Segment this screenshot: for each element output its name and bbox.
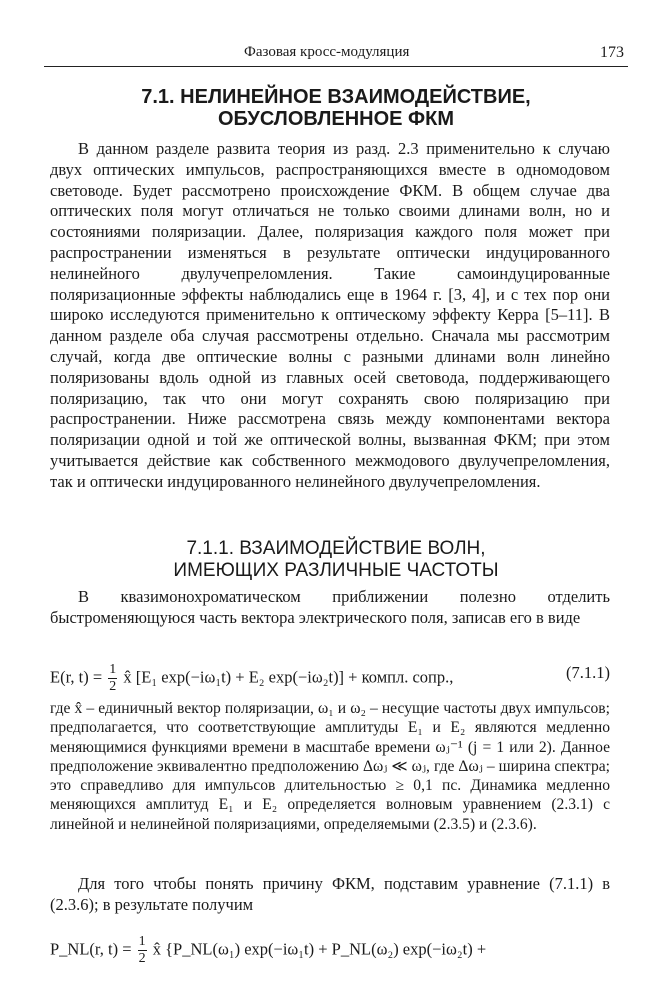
equation-pnl xyxy=(50,934,610,967)
equation-body: x̂ {P_NL(ω₁) exp(−iω₁t) + P_NL(ω₂) exp(−iω₂t) + xyxy=(152,939,487,959)
equation-lhs: E(r, t) = xyxy=(50,667,103,687)
page-number: 173 xyxy=(600,44,624,61)
running-head xyxy=(44,44,628,67)
subsection-title-line1: 7.1.1. ВЗАИМОДЕЙСТВИЕ ВОЛН, xyxy=(186,538,486,559)
subsection-paragraph-3: Для того чтобы понять причину ФКМ, подставим уравнение (7.1.1) в (2.3.6); в результате получим xyxy=(50,874,610,914)
equation-fraction: $\frac{1}{2}$ xyxy=(138,934,146,966)
equation-number: (7.1.1) xyxy=(566,663,610,682)
section-paragraph: В данном разделе развита теория из разд. 2.3 применительно к случаю двух оптических импульсов, распространяющихся вместе в одномодовом световоде. Будет рассмотрено происхождение ФКМ. В общем случае два оптических поля могут отличаться не только своими длинами волн, но и состояниями поляризации. Далее, поляризация каждого поля может при распространении изменяться в результате оптически индуцированного нелинейного двулучепреломления. Такие самоиндуцированные поляризационные эффекты наблюдались еще в 1964 г. [3, 4], и с тех пор они широко исследуются применительно к оптическому эффекту Керра [5–11]. В данном разделе оба случая рассмотрены отдельно. Сначала мы рассмотрим случай, когда две оптические волны с разными длинами волн линейно поляризованы вдоль одной из главных осей световода, поддерживающего поляризацию, так что они могут сохранять свою поляризацию при распространении. Ниже рассмотрена связь между компонентами вектора поляризации одной и той же оптической волны, вызванная ФКМ; при этом учитывается действие как собственного межмодового двулучепреломления, так и оптически индуцированного нелинейного двулучепреломления. xyxy=(50,139,610,491)
equation-7-1-1 xyxy=(50,662,610,695)
subsection-paragraph-2: где x̂ – единичный вектор поляризации, ω₁ и ω₂ – несущие частоты двух импульсов; предполагается, что соответствующие амплитуды E₁ и E₂ являются медленно меняющимися функциями времени в масштабе времени ωⱼ⁻¹ (j = 1 или 2). Данное предположение эквивалентно предположению Δωⱼ ≪ ωⱼ, где Δωⱼ – ширина спектра; это справедливо для импульсов длительностью ≥ 0,1 пс. Динамика медленно меняющихся амплитуд E₁ и E₂ определяется волновым уравнением (2.3.1) с линейной и нелинейной поляризациями, определяемыми (2.3.5) и (2.3.6). xyxy=(50,700,610,833)
subsection-paragraph-1: В квазимонохроматическом приближении полезно отделить быстроменяющуюся часть вектора электрического поля, записав его в виде xyxy=(50,587,610,627)
equation-body: x̂ [E₁ exp(−iω₁t) + E₂ exp(−iω₂t)] + компл. сопр., xyxy=(123,667,454,687)
subsection-title-line2: ИМЕЮЩИХ РАЗЛИЧНЫЕ ЧАСТОТЫ xyxy=(173,560,499,581)
subsection-title xyxy=(44,538,628,582)
section-title xyxy=(44,86,628,130)
equation-fraction: $\frac{1}{2}$ xyxy=(109,662,117,694)
running-head-title: Фазовая кросс-модуляция xyxy=(244,44,410,60)
section-title-line1: 7.1. НЕЛИНЕЙНОЕ ВЗАИМОДЕЙСТВИЕ, xyxy=(141,86,531,108)
equation-lhs: P_NL(r, t) = xyxy=(50,939,132,959)
section-title-line2: ОБУСЛОВЛЕННОЕ ФКМ xyxy=(217,108,454,130)
